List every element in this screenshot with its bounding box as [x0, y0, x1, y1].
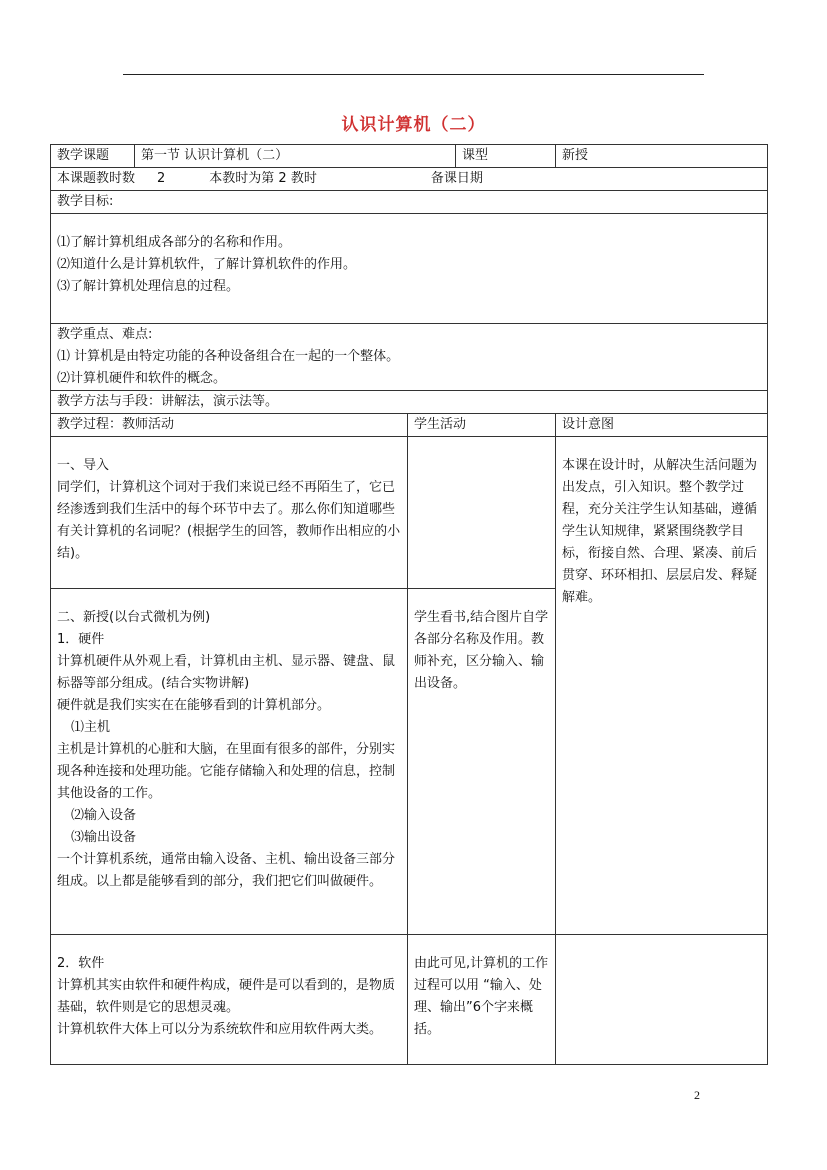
objective-item: ⑵知道什么是计算机软件，了解计算机软件的作用。: [57, 257, 357, 272]
host-text: 主机是计算机的心脏和大脑，在里面有很多的部件，分别实现各种连接和处理功能。它能存储输入和处理的信息，控制其他设备的工作。: [57, 742, 396, 801]
hardware-heading: 1．硬件: [57, 632, 105, 647]
software-student-cell: 由此可见,计算机的工作过程可以用 “输入、处理、输出”6个字来概括。: [408, 935, 556, 1065]
software-heading: 2．软件: [57, 956, 105, 971]
software-text: 计算机其实由软件和硬件构成，硬件是可以看到的，是物质基础，软件则是它的思想灵魂。: [57, 978, 396, 1015]
objective-item: ⑶了解计算机处理信息的过程。: [57, 279, 240, 294]
hardware-text: 硬件就是我们实实在在能够看到的计算机部分。: [57, 698, 331, 713]
input-device-heading: ⑵输入设备: [71, 808, 137, 823]
host-heading: ⑴主机: [71, 720, 111, 735]
type-value: 新授: [556, 145, 768, 168]
output-device-heading: ⑶输出设备: [71, 830, 137, 845]
intro-text: 同学们，计算机这个词对于我们来说已经不再陌生了，它已经渗透到我们生活中的每个环节中去了。那么你们知道哪些有关计算机的名词呢？(根据学生的回答，教师作出相应的小结)。: [57, 480, 401, 561]
student-activity-header: 学生活动: [408, 414, 556, 437]
intro-student-cell: [408, 437, 556, 589]
software-text: 计算机软件大体上可以分为系统软件和应用软件两大类。: [57, 1022, 383, 1037]
new-lesson-heading: 二、新授(以台式微机为例): [57, 610, 211, 625]
intro-heading: 一、导入: [57, 458, 110, 473]
teacher-activity-header: 教学过程：教师活动: [51, 414, 408, 437]
hardware-student-cell: 学生看书,结合图片自学各部分名称及作用。教师补充，区分输入、输出设备。: [408, 589, 556, 935]
hours-row: [51, 168, 768, 191]
objectives-label: 教学目标:: [51, 191, 768, 214]
subject-label: 教学课题: [51, 145, 135, 168]
design-intent-cell: 本课在设计时，从解决生活问题为出发点，引入知识。整个教学过程，充分关注学生认知基础，遵循学生认知规律，紧紧围绕教学目标，衔接自然、合理、紧凑、前后贯穿、环环相扣、层层启发、释疑解难。: [556, 437, 768, 935]
key-points-label: 教学重点、难点:: [57, 327, 153, 342]
hours-label: 本课题教时数: [57, 171, 136, 186]
key-points-row: [51, 324, 768, 391]
header-rule: [123, 74, 704, 75]
key-point-item: ⑴ 计算机是由特定功能的各种设备组合在一起的一个整体。: [57, 349, 400, 364]
prep-date-label: 备课日期: [430, 171, 483, 186]
software-teacher-cell: [51, 935, 408, 1065]
type-label: 课型: [456, 145, 556, 168]
hardware-text: 计算机硬件从外观上看，计算机由主机、显示器、键盘、鼠标器等部分组成。(结合实物讲解): [57, 654, 396, 691]
hardware-teacher-cell: [51, 589, 408, 935]
key-points-cell: [51, 324, 768, 391]
objectives-cell: [51, 214, 768, 324]
current-hour: 本教时为第 2 教时: [209, 171, 317, 186]
hours-cell: [51, 168, 768, 191]
subject-value: 第一节 认识计算机（二）: [135, 145, 456, 168]
intro-row: [51, 437, 768, 589]
subject-row: [51, 145, 768, 168]
objective-item: ⑴了解计算机组成各部分的名称和作用。: [57, 235, 292, 250]
objectives-row: [51, 214, 768, 324]
software-row: [51, 935, 768, 1065]
key-point-item: ⑵计算机硬件和软件的概念。: [57, 371, 227, 386]
objectives-label-row: [51, 191, 768, 214]
software-design-cell: [556, 935, 768, 1065]
system-text: 一个计算机系统，通常由输入设备、主机、输出设备三部分组成。以上都是能够看到的部分，我们把它们叫做硬件。: [57, 852, 396, 889]
intro-teacher-cell: [51, 437, 408, 589]
methods-cell: 教学方法与手段：讲解法，演示法等。: [51, 391, 768, 414]
methods-row: [51, 391, 768, 414]
column-header-row: [51, 414, 768, 437]
document-title: 认识计算机（二）: [341, 115, 486, 135]
page-number: 2: [694, 1088, 700, 1102]
lesson-plan-table: [50, 144, 768, 1065]
design-intent-header: 设计意图: [556, 414, 768, 437]
hours-value: 2: [157, 171, 166, 186]
